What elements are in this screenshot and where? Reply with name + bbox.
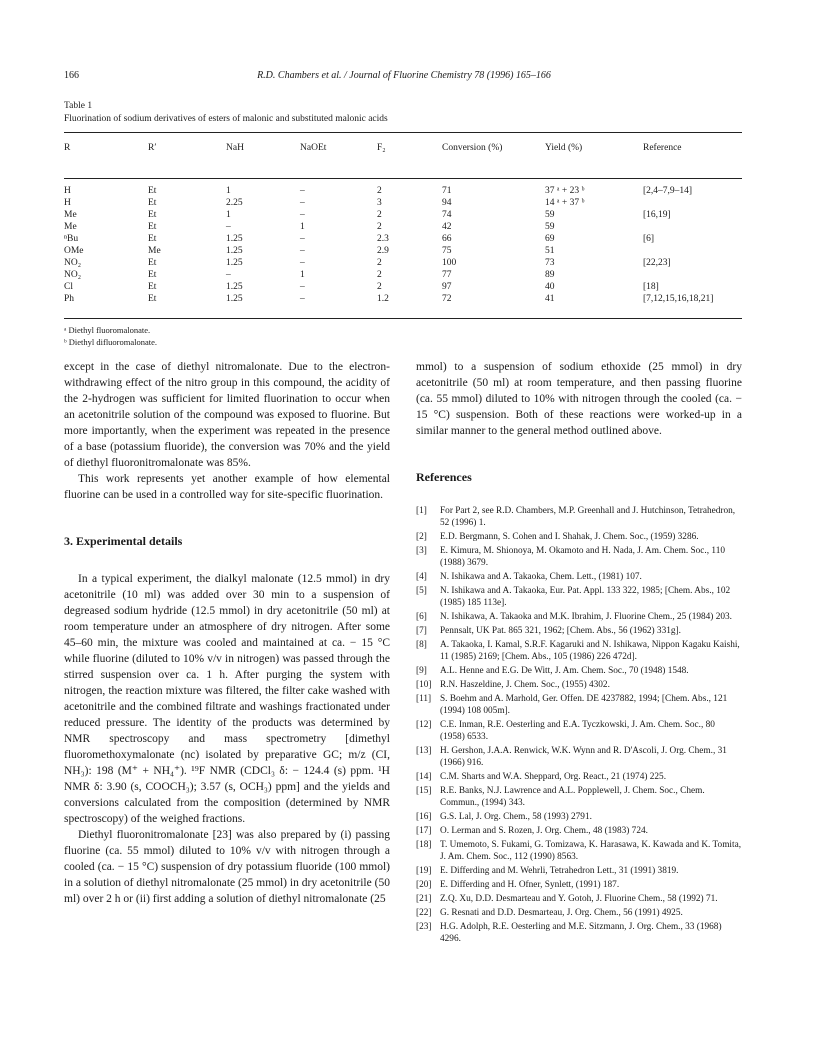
table-cell: 100 (442, 258, 457, 268)
reference-number: [9] (416, 666, 427, 676)
reference-number: [12] (416, 720, 432, 730)
reference-number: [7] (416, 626, 427, 636)
table-cell: 74 (442, 210, 452, 220)
table-row (64, 182, 742, 197)
reference-item (416, 907, 742, 919)
reference-item (416, 879, 742, 891)
reference-item (416, 825, 742, 837)
reference-item (416, 585, 742, 609)
body-paragraph: In a typical experiment, the dialkyl malonate (12.5 mmol) in dry acetonitrile (10 ml) was added over 30 min to a suspension of degreased sodium hydride (12.5 mmol) in dry acetonitrile (50 ml) at room temperature under an atmosphere of dry nitrogen. After some 45–60 min, the mixture was cooled and maintained at ca. − 15 °C while fluorine (diluted to 10% v/v in nitrogen) was passed through the stirred suspension over ca. 1 h. After purging the system with nitrogen, the reaction mixture was filtered, the filter cake washed with acetonitrile and the combined filtrate and washings fractionated under reduced pressure. The identity of the products was determined by NMR spectroscopy and mass spectrometry [dimethyl fluoromethoxymalonate (nc) isolated by preparative GC; m/z (CI, NH₃): 198 (M⁺ + NH₄⁺). ¹⁹F NMR (CDCl₃ δ: − 124.4 (s) ppm. ¹H NMR δ: 3.90 (s, COOCH₃); 3.57 (s, OCH₃) ppm] and the yields and conversions calculated from the composition (determined by NMR spectroscopy) of the weighed fractions. (64, 573, 390, 825)
column-header: Yield (%) (545, 143, 583, 153)
table-cell: 89 (545, 270, 555, 280)
table-row (64, 281, 742, 293)
reference-item (416, 665, 742, 677)
table-cell: – (300, 258, 305, 268)
reference-text: R.E. Banks, N.J. Lawrence and A.L. Popplewell, J. Chem. Soc., Chem. Commun., (1994) 343. (440, 786, 705, 808)
table-cell: 75 (442, 246, 452, 256)
table-cell: H (64, 186, 71, 196)
reference-text: Z.Q. Xu, D.D. Desmarteau and Y. Gotoh, J. Fluorine Chem., 58 (1992) 71. (440, 894, 718, 904)
table-cell: [7,12,15,16,18,21] (643, 294, 714, 304)
table-cell: – (226, 222, 231, 232)
reference-text: E.D. Bergmann, S. Cohen and I. Shahak, J. Chem. Soc., (1959) 3286. (440, 532, 699, 542)
reference-number: [5] (416, 586, 427, 596)
table-cell: NO₂ (64, 258, 82, 268)
table-cell: 42 (442, 222, 452, 232)
table-cell: 1 (300, 270, 305, 280)
table-cell: 1.25 (226, 282, 243, 292)
table-row (64, 245, 742, 257)
reference-text: E. Kimura, M. Shionoya, M. Okamoto and H. Nada, J. Am. Chem. Soc., 110 (1988) 3679. (440, 546, 725, 568)
table-bottom-rule (64, 318, 742, 319)
table-cell: 1.25 (226, 258, 243, 268)
data-table (64, 137, 742, 305)
reference-item (416, 745, 742, 769)
body-paragraph: Diethyl fluoronitromalonate [23] was also prepared by (i) passing fluorine (ca. 55 mmol) diluted to 10% v/v with nitrogen through a cooled (ca. − 15 °C) suspension of dry potassium fluoride (100 mmol) in a solution of diethyl nitromalonate (25 mmol) in dry acetonitrile (50 ml) over 2 h or (ii) first adding a solution of diethyl nitromalonate (25 (64, 829, 390, 905)
reference-item (416, 785, 742, 809)
table-cell: Et (148, 222, 157, 232)
table-cell: 1 (226, 210, 231, 220)
reference-text: Pennsalt, UK Pat. 865 321, 1962; [Chem. Abs., 56 (1962) 331g]. (440, 626, 681, 636)
footnote-b: ᵇ Diethyl difluoromalonate. (64, 337, 158, 347)
reference-text: E. Differding and H. Ofner, Synlett, (1991) 187. (440, 880, 620, 890)
column-header: Conversion (%) (442, 143, 503, 153)
body-paragraph: except in the case of diethyl nitromalonate. Due to the electron-withdrawing effect of the nitro group in this compound, the acidity of the 2-hydrogen was sufficient for limited fluorination to occur when an acetonitrile solution of the compound was exposed to fluorine. But more importantly, when the experiment was repeated in the presence of a base (potassium fluoride), the conversion was 70% and the yield of diethyl fluoronitromalonate was 85%. (64, 361, 390, 469)
reference-item (416, 679, 742, 691)
table-cell: 59 (545, 222, 555, 232)
reference-text: G. Resnati and D.D. Desmarteau, J. Org. Chem., 56 (1991) 4925. (440, 908, 683, 918)
table-header-rule (64, 178, 742, 179)
table-cell: Et (148, 198, 157, 208)
reference-item (416, 545, 742, 569)
table-cell (643, 197, 742, 209)
table-row (64, 233, 742, 245)
table-row (64, 221, 742, 233)
table-cell: 1 (226, 186, 231, 196)
reference-number: [8] (416, 640, 427, 650)
table-cell: H (64, 198, 71, 208)
section-heading: 3. Experimental details (64, 534, 183, 548)
table-row (64, 257, 742, 269)
reference-item (416, 639, 742, 663)
reference-text: T. Umemoto, S. Fukami, G. Tomizawa, K. Harasawa, K. Kawada and K. Tomita, J. Am. Chem. Soc., 112 (1990) 8563. (440, 840, 742, 862)
table-cell: – (300, 234, 305, 244)
table-cell: – (300, 282, 305, 292)
table-cell: Cl (64, 282, 73, 292)
reference-item (416, 865, 742, 877)
reference-text: C.E. Inman, R.E. Oesterling and E.A. Tyczkowski, J. Am. Chem. Soc., 80 (1958) 6533. (440, 720, 715, 742)
reference-text: N. Ishikawa, A. Takaoka and M.K. Ibrahim, J. Fluorine Chem., 25 (1984) 203. (440, 612, 732, 622)
table-cell: 1.25 (226, 246, 243, 256)
table-cell: 2 (377, 258, 382, 268)
reference-text: N. Ishikawa and A. Takaoka, Eur. Pat. Appl. 133 322, 1985; [Chem. Abs., 102 (1985) 185 113e]. (440, 586, 731, 608)
reference-item (416, 771, 742, 783)
reference-text: H. Gershon, J.A.A. Renwick, W.K. Wynn and R. D'Ascoli, J. Org. Chem., 31 (1966) 916. (440, 746, 727, 768)
table-cell (643, 245, 742, 257)
table-cell: 2 (377, 210, 382, 220)
table-cell: Me (64, 210, 77, 220)
table-cell: 2.9 (377, 246, 389, 256)
table-cell: 41 (545, 294, 555, 304)
table-cell: 1.25 (226, 234, 243, 244)
reference-item (416, 611, 742, 623)
table-top-rule (64, 132, 742, 133)
table-cell: – (300, 246, 305, 256)
body-paragraph: mmol) to a suspension of sodium ethoxide (25 mmol) in dry acetonitrile (50 ml) at room temperature, and then passing fluorine (ca. 55 mmol) diluted to 10% with nitrogen through the cooled (ca. − 15 °C) suspension. Both of these reactions were worked-up in a similar manner to the general method outlined above. (416, 361, 742, 437)
reference-number: [19] (416, 866, 432, 876)
table-cell: Et (148, 186, 157, 196)
table-cell: – (300, 198, 305, 208)
table-cell: 51 (545, 246, 555, 256)
table-cell: 3 (377, 198, 382, 208)
reference-item (416, 839, 742, 863)
table-cell: Et (148, 210, 157, 220)
table-cell: Et (148, 270, 157, 280)
reference-text: S. Boehm and A. Marhold, Ger. Offen. DE 4237882, 1994; [Chem. Abs., 121 (1994) 108 005m]. (440, 694, 728, 716)
column-header: NaOEt (300, 143, 327, 153)
column-header: R (64, 143, 71, 153)
reference-number: [14] (416, 772, 432, 782)
reference-number: [11] (416, 694, 432, 704)
reference-number: [17] (416, 826, 432, 836)
page-header (64, 70, 744, 84)
table-cell: Et (148, 234, 157, 244)
reference-text: N. Ishikawa and A. Takaoka, Chem. Lett., (1981) 107. (440, 572, 642, 582)
column-header: Reference (643, 143, 682, 153)
table-cell: 14 ᵃ + 37 ᵇ (545, 198, 585, 208)
reference-text: O. Lerman and S. Rozen, J. Org. Chem., 48 (1983) 724. (440, 826, 648, 836)
column-header: NaH (226, 143, 244, 153)
table-caption-block (64, 100, 388, 126)
reference-item (416, 505, 742, 529)
table-cell: 2 (377, 222, 382, 232)
table-cell: [16,19] (643, 210, 671, 220)
table-cell: Et (148, 282, 157, 292)
reference-item (416, 719, 742, 743)
table-cell: – (226, 270, 231, 280)
reference-number: [10] (416, 680, 432, 690)
reference-item (416, 571, 742, 583)
body-paragraph: This work represents yet another example of how elemental fluorine can be used in a controlled way for site-specific fluorination. (64, 473, 390, 501)
table-row (64, 269, 742, 281)
reference-text: G.S. Lal, J. Org. Chem., 58 (1993) 2791. (440, 812, 592, 822)
running-head: R.D. Chambers et al. / Journal of Fluorine Chemistry 78 (1996) 165–166 (257, 70, 551, 81)
table-cell: [22,23] (643, 258, 671, 268)
table-cell: 73 (545, 258, 555, 268)
table-cell: [18] (643, 282, 659, 292)
table-cell (643, 221, 742, 233)
reference-text: A.L. Henne and E.G. De Witt, J. Am. Chem. Soc., 70 (1948) 1548. (440, 666, 689, 676)
reference-item (416, 811, 742, 823)
column-header: F₂ (377, 143, 386, 153)
table-label: Table 1 (64, 101, 93, 111)
table-row (64, 209, 742, 221)
right-column (416, 359, 742, 947)
table-cell: NO₂ (64, 270, 82, 280)
table-cell: [6] (643, 234, 655, 244)
reference-item (416, 693, 742, 717)
table-cell: 1 (300, 222, 305, 232)
table-cell: OMe (64, 246, 84, 256)
reference-item (416, 893, 742, 905)
table-row (64, 197, 742, 209)
references-heading: References (416, 470, 472, 484)
reference-number: [18] (416, 840, 432, 850)
reference-text: H.G. Adolph, R.E. Oesterling and M.E. Sitzmann, J. Org. Chem., 33 (1968) 4296. (440, 922, 722, 944)
table-body (64, 182, 742, 305)
table-cell: Me (148, 246, 161, 256)
table-cell: – (300, 186, 305, 196)
page-number: 166 (64, 70, 79, 81)
table-cell: 94 (442, 198, 452, 208)
table-cell: – (300, 210, 305, 220)
table-cell: 69 (545, 234, 555, 244)
table-cell: 97 (442, 282, 452, 292)
reference-number: [3] (416, 546, 427, 556)
table-cell: 2.25 (226, 198, 243, 208)
table-cell: – (300, 294, 305, 304)
table-cell: 72 (442, 294, 452, 304)
reference-number: [15] (416, 786, 432, 796)
table-cell: Et (148, 258, 157, 268)
reference-text: E. Differding and M. Wehrli, Tetrahedron Lett., 31 (1991) 3819. (440, 866, 679, 876)
table-caption: Fluorination of sodium derivatives of esters of malonic and substituted malonic acids (64, 114, 388, 124)
left-column (64, 359, 390, 907)
table-cell: 1.25 (226, 294, 243, 304)
table-cell: 40 (545, 282, 555, 292)
column-header: R′ (148, 143, 157, 153)
reference-text: A. Takaoka, I. Kamal, S.R.F. Kagaruki and N. Ishikawa, Nippon Kagaku Kaishi, 11 (1985) 2169; [Chem. Abs., 105 (1986) 226 472d]. (440, 640, 740, 662)
table-row (64, 293, 742, 305)
table-cell: Ph (64, 294, 75, 304)
reference-number: [21] (416, 894, 432, 904)
reference-item (416, 625, 742, 637)
reference-list (416, 505, 742, 945)
table-cell: 2 (377, 282, 382, 292)
table-cell: Me (64, 222, 77, 232)
reference-item (416, 921, 742, 945)
table-cell: 77 (442, 270, 452, 280)
reference-text: R.N. Haszeldine, J. Chem. Soc., (1955) 4302. (440, 680, 610, 690)
reference-number: [6] (416, 612, 427, 622)
reference-number: [22] (416, 908, 432, 918)
table-cell: 59 (545, 210, 555, 220)
reference-number: [2] (416, 532, 427, 542)
footnote-a: ᵃ Diethyl fluoromalonate. (64, 325, 151, 335)
table-cell: Et (148, 294, 157, 304)
table-cell: 2 (377, 186, 382, 196)
reference-item (416, 531, 742, 543)
reference-number: [16] (416, 812, 432, 822)
reference-number: [23] (416, 922, 432, 932)
table-cell: 66 (442, 234, 452, 244)
table-footnotes (64, 324, 157, 348)
table-cell: 2 (377, 270, 382, 280)
reference-number: [1] (416, 506, 427, 516)
reference-number: [13] (416, 746, 432, 756)
table-cell: [2,4–7,9–14] (643, 186, 693, 196)
reference-text: For Part 2, see R.D. Chambers, M.P. Greenhall and J. Hutchinson, Tetrahedron, 52 (1996) 1. (440, 506, 736, 528)
reference-number: [20] (416, 880, 432, 890)
table-cell: 71 (442, 186, 452, 196)
reference-number: [4] (416, 572, 427, 582)
table-cell: 2.3 (377, 234, 389, 244)
table-cell (643, 269, 742, 281)
table-cell: 1.2 (377, 294, 389, 304)
reference-text: C.M. Sharts and W.A. Sheppard, Org. React., 21 (1974) 225. (440, 772, 667, 782)
table-cell: ⁿBu (64, 234, 79, 244)
table-cell: 37 ᵃ + 23 ᵇ (545, 186, 585, 196)
table-header-row (64, 137, 742, 182)
